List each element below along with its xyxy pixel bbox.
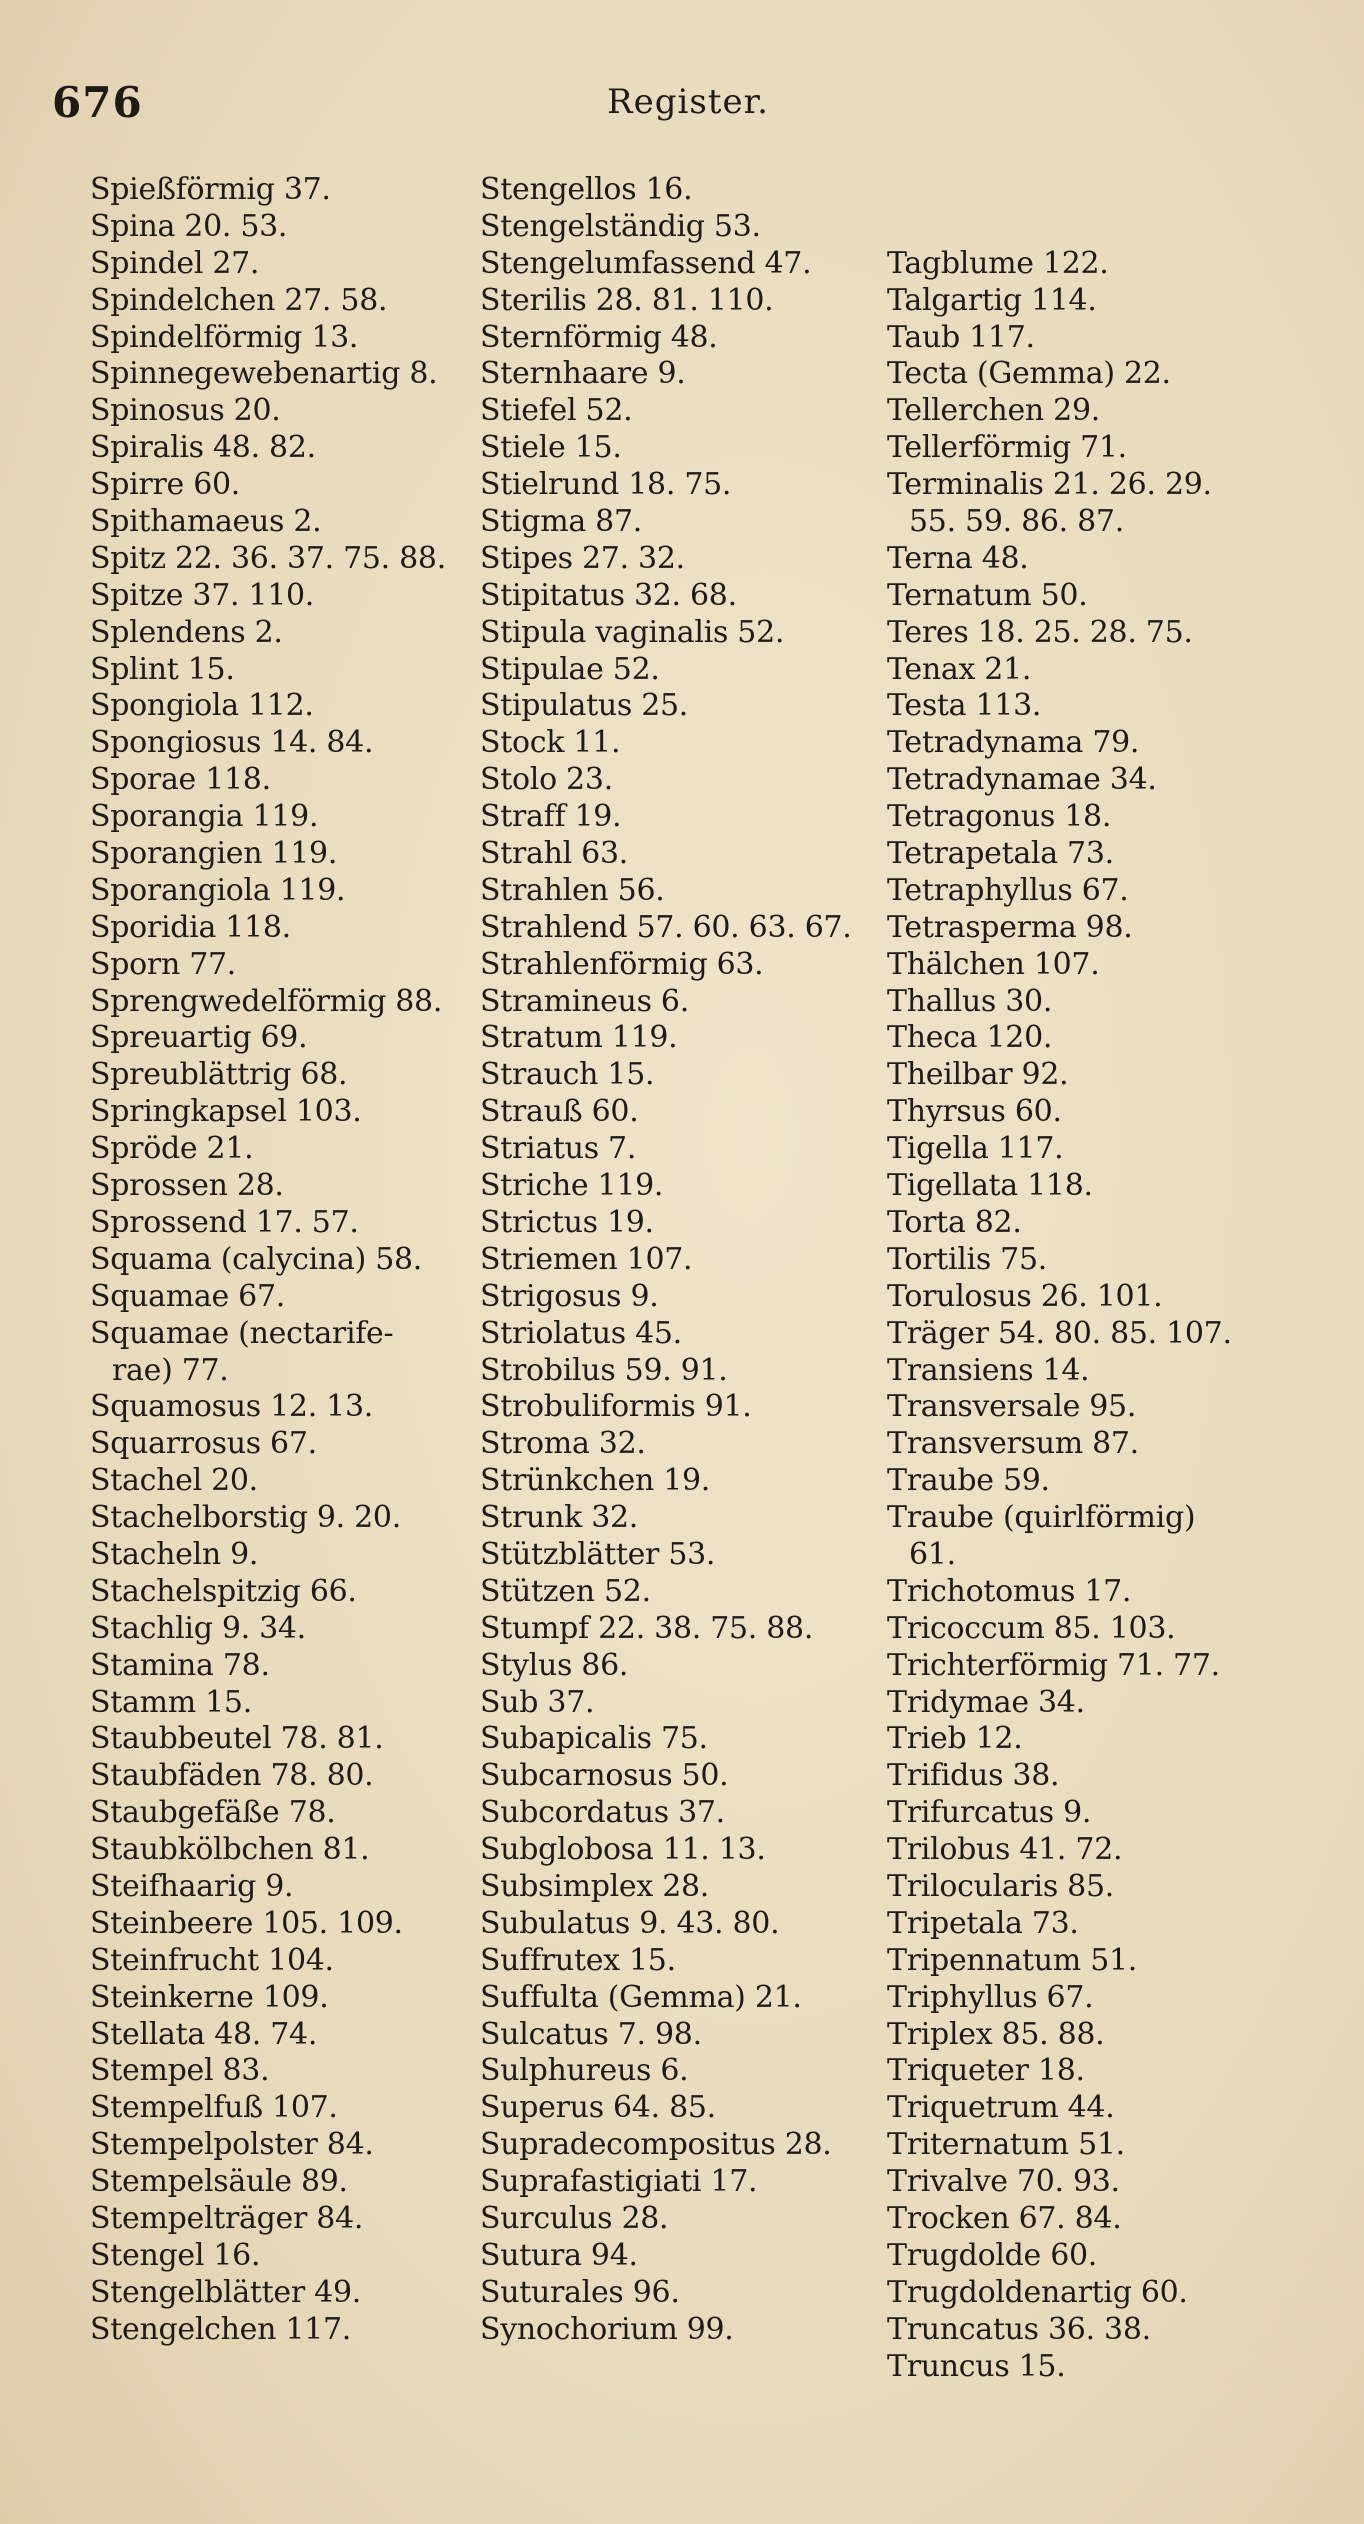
index-entry: Strauß 60. xyxy=(480,1094,639,1130)
index-entry: Transversum 87. xyxy=(887,1426,1139,1462)
index-entry: Triqueter 18. xyxy=(887,2053,1085,2089)
index-entry: Tigellata 118. xyxy=(887,1168,1093,1204)
index-entry: Theca 120. xyxy=(887,1020,1053,1056)
index-entry: Tellerförmig 71. xyxy=(887,430,1127,466)
index-entry: Staubgefäße 78. xyxy=(90,1795,336,1831)
index-entry: Steinfrucht 104. xyxy=(90,1942,334,1978)
index-entry: Stachelspitzig 66. xyxy=(90,1573,357,1609)
index-entry: Spindel 27. xyxy=(90,245,260,281)
index-entry xyxy=(887,172,1327,209)
index-entry: Trichotomus 17. xyxy=(887,1573,1132,1609)
index-entry: Spinnegewebenartig 8. xyxy=(90,356,438,392)
index-entry: Stamm 15. xyxy=(90,1684,252,1720)
index-entry: Sporae 118. xyxy=(90,762,271,798)
index-entry: Stiefel 52. xyxy=(480,393,633,429)
index-entry: Stellata 48. 74. xyxy=(90,2016,318,2052)
index-entry: 55. 59. 86. 87. xyxy=(909,504,1124,540)
index-entry: Sulphureus 6. xyxy=(480,2053,689,2089)
index-entry: Stengelchen 117. xyxy=(90,2311,351,2347)
index-entry: Squama (calycina) 58. xyxy=(90,1241,423,1277)
index-entry: Sporn 77. xyxy=(90,946,237,982)
index-entry: Stipula vaginalis 52. xyxy=(480,614,785,650)
index-column-3 xyxy=(887,172,1327,2385)
index-entry: Stachel 20. xyxy=(90,1463,258,1499)
index-entry xyxy=(887,209,1327,246)
index-entry: Spindelchen 27. 58. xyxy=(90,282,388,318)
index-entry: Staubbeutel 78. 81. xyxy=(90,1721,384,1757)
index-entry: Sporangia 119. xyxy=(90,799,319,835)
index-entry: Striatus 7. xyxy=(480,1131,637,1167)
index-entry: Talgartig 114. xyxy=(887,282,1097,318)
index-entry: Trocken 67. 84. xyxy=(887,2200,1122,2236)
index-entry: Spina 20. 53. xyxy=(90,208,288,244)
index-entry: Stempelpolster 84. xyxy=(90,2127,374,2163)
index-entry: Stempel 83. xyxy=(90,2053,270,2089)
index-entry: Stamina 78. xyxy=(90,1647,270,1683)
index-entry: Stempelfuß 107. xyxy=(90,2090,338,2126)
index-entry: Striolatus 45. xyxy=(480,1315,682,1351)
index-entry: Terna 48. xyxy=(887,540,1029,576)
index-entry: Sterilis 28. 81. 110. xyxy=(480,282,774,318)
index-entry: Tetrapetala 73. xyxy=(887,836,1114,872)
index-entry: Strictus 19. xyxy=(480,1204,654,1240)
index-entry: Trifidus 38. xyxy=(887,1758,1060,1794)
index-entry: Triplex 85. 88. xyxy=(887,2016,1105,2052)
index-entry: Tripetala 73. xyxy=(887,1905,1079,1941)
index-entry: Traube (quirlförmig) xyxy=(887,1500,1196,1536)
index-entry: Sporidia 118. xyxy=(90,909,291,945)
index-entry: Stratum 119. xyxy=(480,1020,678,1056)
index-entry: Tricoccum 85. 103. xyxy=(887,1610,1176,1646)
index-entry: Spreublättrig 68. xyxy=(90,1057,348,1093)
index-entry: Steinbeere 105. 109. xyxy=(90,1905,403,1941)
index-entry: Triphyllus 67. xyxy=(887,1979,1094,2015)
index-entry: Springkapsel 103. xyxy=(90,1094,362,1130)
index-entry: Sprengwedelförmig 88. xyxy=(90,983,443,1019)
index-entry: Thallus 30. xyxy=(887,983,1053,1019)
index-entry: Splint 15. xyxy=(90,651,235,687)
index-entry: Stiele 15. xyxy=(480,430,622,466)
index-entry: Sulcatus 7. 98. xyxy=(480,2016,702,2052)
index-entry: Traube 59. xyxy=(887,1463,1050,1499)
index-entry: Thyrsus 60. xyxy=(887,1094,1062,1130)
index-entry: Sporangiola 119. xyxy=(90,872,346,908)
index-entry: Tortilis 75. xyxy=(887,1241,1047,1277)
index-entry: Torulosus 26. 101. xyxy=(887,1278,1163,1314)
index-entry: Ternatum 50. xyxy=(887,577,1088,613)
index-entry: Tetradynamae 34. xyxy=(887,762,1157,798)
index-entry: Subapicalis 75. xyxy=(480,1721,708,1757)
index-entry: Superus 64. 85. xyxy=(480,2090,716,2126)
index-entry: Trifurcatus 9. xyxy=(887,1795,1092,1831)
index-entry: Tripennatum 51. xyxy=(887,1942,1138,1978)
index-entry: Suffrutex 15. xyxy=(480,1942,676,1978)
index-entry: Straff 19. xyxy=(480,799,622,835)
index-entry: Stempelträger 84. xyxy=(90,2200,364,2236)
index-entry: Strahlend 57. 60. 63. 67. xyxy=(480,909,852,945)
index-entry: Stielrund 18. 75. xyxy=(480,467,732,503)
index-entry: Spitze 37. 110. xyxy=(90,577,315,613)
index-entry: Tetrasperma 98. xyxy=(887,909,1133,945)
index-entry: Tetragonus 18. xyxy=(887,799,1112,835)
running-head: Register. xyxy=(607,82,769,122)
index-entry: Squamosus 12. 13. xyxy=(90,1389,373,1425)
index-entry: Synochorium 99. xyxy=(480,2311,734,2347)
index-entry: Stengel 16. xyxy=(90,2237,261,2273)
index-entry: Tellerchen 29. xyxy=(887,393,1100,429)
index-entry: Trilocularis 85. xyxy=(887,1868,1114,1904)
index-entry: Stützen 52. xyxy=(480,1573,651,1609)
index-entry: Tetradynama 79. xyxy=(887,725,1140,761)
index-entry: Stramineus 6. xyxy=(480,983,689,1019)
index-entry: Trugdolde 60. xyxy=(887,2237,1098,2273)
index-entry: Supradecompositus 28. xyxy=(480,2127,832,2163)
index-entry: Squamae 67. xyxy=(90,1278,285,1314)
index-entry: Trichterförmig 71. 77. xyxy=(887,1647,1220,1683)
index-entry: Stock 11. xyxy=(480,725,621,761)
index-entry: Stylus 86. xyxy=(480,1647,629,1683)
index-entry: Truncus 15. xyxy=(887,2348,1066,2384)
index-entry: Triquetrum 44. xyxy=(887,2090,1115,2126)
index-entry: Stacheln 9. xyxy=(90,1536,259,1572)
index-entry: Stachlig 9. 34. xyxy=(90,1610,306,1646)
index-entry: Stempelsäule 89. xyxy=(90,2164,348,2200)
index-entry: Theilbar 92. xyxy=(887,1057,1069,1093)
index-entry: Thälchen 107. xyxy=(887,946,1100,982)
index-entry: Steinkerne 109. xyxy=(90,1979,329,2015)
index-entry: Teres 18. 25. 28. 75. xyxy=(887,614,1193,650)
index-entry: Testa 113. xyxy=(887,688,1042,724)
index-entry: Strahlen 56. xyxy=(480,872,665,908)
index-entry: Strobuliformis 91. xyxy=(480,1389,752,1425)
index-entry: Surculus 28. xyxy=(480,2200,669,2236)
index-entry: Truncatus 36. 38. xyxy=(887,2311,1151,2347)
index-entry: Steifhaarig 9. xyxy=(90,1868,294,1904)
index-entry: Suffulta (Gemma) 21. xyxy=(480,1979,802,2015)
index-entry: Sutura 94. xyxy=(480,2237,638,2273)
index-entry: Strigosus 9. xyxy=(480,1278,659,1314)
index-entry: Trieb 12. xyxy=(887,1721,1023,1757)
index-entry: Spinosus 20. xyxy=(90,393,281,429)
index-entry: Striche 119. xyxy=(480,1168,664,1204)
index-entry: rae) 77. xyxy=(112,1352,229,1388)
index-entry: Stroma 32. xyxy=(480,1426,646,1462)
index-entry: Trilobus 41. 72. xyxy=(887,1832,1123,1868)
index-entry: Stengellos 16. xyxy=(480,172,693,207)
index-entry: Sub 37. xyxy=(480,1684,595,1720)
index-entry: Spiralis 48. 82. xyxy=(90,430,316,466)
index-entry: Stipulatus 25. xyxy=(480,688,689,724)
index-entry: Squarrosus 67. xyxy=(90,1426,317,1462)
index-entry: Sternförmig 48. xyxy=(480,319,718,355)
index-entry: Tenax 21. xyxy=(887,651,1032,687)
index-entry: Stipitatus 32. 68. xyxy=(480,577,737,613)
index-entry: Träger 54. 80. 85. 107. xyxy=(887,1315,1232,1351)
index-entry: Spindelförmig 13. xyxy=(90,319,359,355)
index-entry: Spithamaeus 2. xyxy=(90,504,322,540)
index-entry: Transversale 95. xyxy=(887,1389,1137,1425)
index-entry: Stipes 27. 32. xyxy=(480,540,685,576)
index-entry: Spirre 60. xyxy=(90,467,241,503)
index-entry: Tridymae 34. xyxy=(887,1684,1085,1720)
index-entry: Spröde 21. xyxy=(90,1131,254,1167)
index-entry: Suturales 96. xyxy=(480,2274,680,2310)
index-entry: Taub 117. xyxy=(887,319,1035,355)
index-entry: Subsimplex 28. xyxy=(480,1868,710,1904)
index-entry: Sternhaare 9. xyxy=(480,356,686,392)
index-entry: Spitz 22. 36. 37. 75. 88. xyxy=(90,540,446,576)
index-entry: Stengelumfassend 47. xyxy=(480,245,812,281)
index-entry: Squamae (nectarife- xyxy=(90,1315,394,1351)
index-column-2 xyxy=(480,172,880,2349)
index-entry: Trugdoldenartig 60. xyxy=(887,2274,1188,2310)
index-entry: Stipulae 52. xyxy=(480,651,660,687)
index-entry: Strauch 15. xyxy=(480,1057,655,1093)
index-entry: Stützblätter 53. xyxy=(480,1536,716,1572)
index-entry: Stengelständig 53. xyxy=(480,208,761,244)
index-entry: Sprossend 17. 57. xyxy=(90,1204,359,1240)
index-entry: Suprafastigiati 17. xyxy=(480,2164,758,2200)
index-entry: Torta 82. xyxy=(887,1204,1022,1240)
index-entry: Spießförmig 37. xyxy=(90,172,331,207)
index-entry: Splendens 2. xyxy=(90,614,283,650)
index-entry: Terminalis 21. 26. 29. xyxy=(887,467,1212,503)
index-entry: Trivalve 70. 93. xyxy=(887,2164,1120,2200)
index-entry: Sprossen 28. xyxy=(90,1168,284,1204)
index-entry: Tetraphyllus 67. xyxy=(887,872,1129,908)
index-entry: Spongiola 112. xyxy=(90,688,314,724)
index-entry: Striemen 107. xyxy=(480,1241,693,1277)
index-entry: Spongiosus 14. 84. xyxy=(90,725,374,761)
index-entry: Tecta (Gemma) 22. xyxy=(887,356,1171,392)
index-entry: Subcordatus 37. xyxy=(480,1795,725,1831)
index-entry: Strunk 32. xyxy=(480,1500,639,1536)
index-entry: Sporangien 119. xyxy=(90,836,338,872)
index-entry: Tigella 117. xyxy=(887,1131,1064,1167)
page-header xyxy=(52,78,1282,138)
index-entry: Staubfäden 78. 80. xyxy=(90,1758,374,1794)
index-entry: Strahl 63. xyxy=(480,836,628,872)
index-entry: Stachelborstig 9. 20. xyxy=(90,1500,401,1536)
index-entry: Triternatum 51. xyxy=(887,2127,1125,2163)
index-entry: Stumpf 22. 38. 75. 88. xyxy=(480,1610,814,1646)
index-entry: Stengelblätter 49. xyxy=(90,2274,361,2310)
index-entry: Spreuartig 69. xyxy=(90,1020,308,1056)
index-entry: 61. xyxy=(909,1536,956,1572)
index-entry: Staubkölbchen 81. xyxy=(90,1832,370,1868)
index-entry: Strobilus 59. 91. xyxy=(480,1352,728,1388)
index-column-1 xyxy=(90,172,485,2349)
index-entry: Subulatus 9. 43. 80. xyxy=(480,1905,780,1941)
index-entry: Subglobosa 11. 13. xyxy=(480,1832,766,1868)
index-entry: Strahlenförmig 63. xyxy=(480,946,764,982)
index-entry: Strünkchen 19. xyxy=(480,1463,711,1499)
page-number: 676 xyxy=(52,78,143,127)
index-entry: Transiens 14. xyxy=(887,1352,1090,1388)
index-entry: Subcarnosus 50. xyxy=(480,1758,729,1794)
index-entry: Stigma 87. xyxy=(480,504,642,540)
index-entry: Stolo 23. xyxy=(480,762,613,798)
index-entry: Tagblume 122. xyxy=(887,245,1109,281)
